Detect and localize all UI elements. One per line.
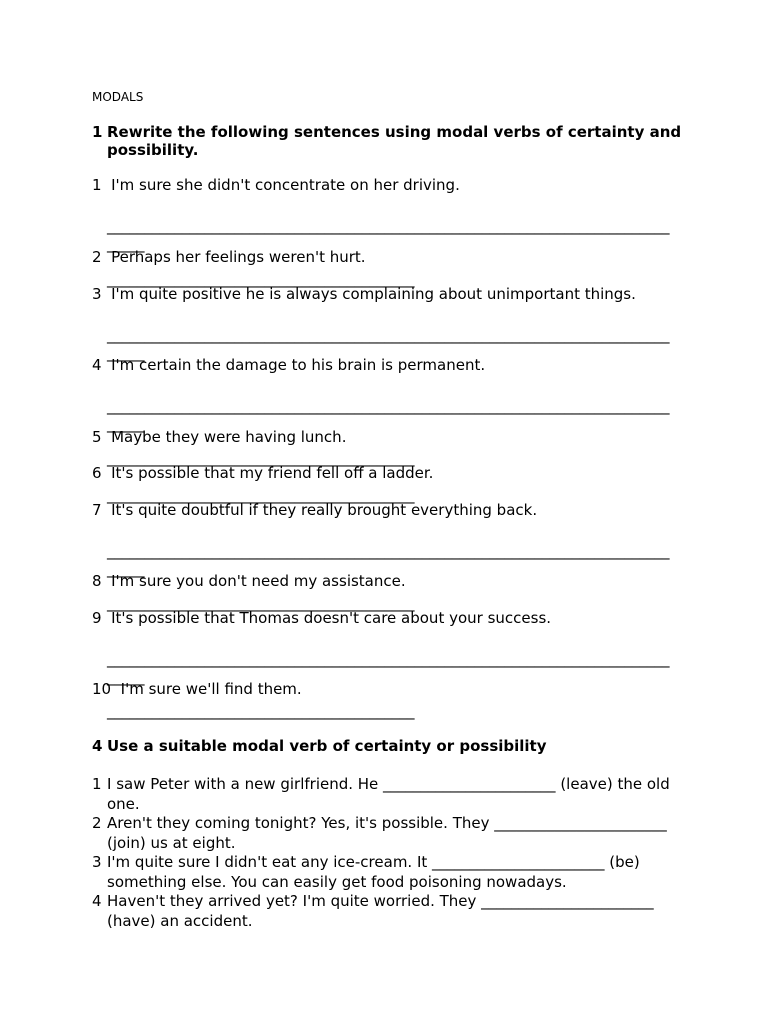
item-text: Aren't they coming tonight? Yes, it's possible. They _______________________ (join) us at eight. — [107, 814, 667, 852]
answer-line-9[interactable]: ___________________________________________________________________________ — [107, 650, 670, 668]
answer-line-2[interactable]: _________________________________________ — [107, 270, 415, 288]
answer-line-5[interactable]: _________________________________________ — [107, 449, 415, 467]
answer-line-6[interactable]: _________________________________________ — [107, 486, 415, 504]
section-1-heading — [92, 123, 682, 159]
fill-in-item-2 — [92, 814, 672, 853]
item-text: I saw Peter with a new girlfriend. He _______________________ (leave) the old one. — [107, 775, 670, 813]
answer-line-4[interactable]: ___________________________________________________________________________ — [107, 397, 670, 415]
item-number: 9 — [92, 609, 107, 627]
document-title: MODALS — [92, 90, 144, 104]
answer-line-10[interactable]: _________________________________________ — [107, 702, 415, 720]
item-text: It's possible that Thomas doesn't care about your success. — [111, 609, 552, 627]
item-text: I'm quite sure I didn't eat any ice-cream. It _______________________ (be) something else. You can easily get food poisoning nowadays. — [107, 853, 640, 891]
item-text: I'm sure you don't need my assistance. — [111, 572, 406, 590]
exercise-item-7 — [92, 501, 537, 520]
answer-line-8[interactable]: _________________________________________ — [107, 594, 415, 612]
item-number: 2 — [92, 248, 107, 266]
fill-in-item-4 — [92, 892, 672, 931]
section-number: 1 — [92, 123, 103, 141]
item-number: 6 — [92, 464, 107, 482]
item-text: I'm sure we'll find them. — [120, 680, 302, 698]
fill-in-item-1 — [92, 775, 672, 814]
exercise-item-2 — [92, 248, 366, 267]
answer-line-7[interactable]: ___________________________________________________________________________ — [107, 542, 670, 560]
item-number: 5 — [92, 428, 107, 446]
section-number: 4 — [92, 737, 103, 755]
section-4-heading — [92, 737, 682, 755]
exercise-item-9 — [92, 609, 551, 628]
item-number: 8 — [92, 572, 107, 590]
exercise-item-10 — [92, 680, 302, 699]
item-number: 1 — [92, 775, 102, 793]
item-text: It's quite doubtful if they really brought everything back. — [111, 501, 538, 519]
item-text: Perhaps her feelings weren't hurt. — [111, 248, 366, 266]
item-number: 7 — [92, 501, 107, 519]
section-heading-text: Use a suitable modal verb of certainty or possibility — [107, 737, 547, 755]
item-text: I'm quite positive he is always complaining about unimportant things. — [111, 285, 636, 303]
answer-line-4-tail: _____ — [107, 415, 145, 433]
answer-line-3[interactable]: ___________________________________________________________________________ — [107, 326, 670, 344]
item-text: Maybe they were having lunch. — [111, 428, 347, 446]
item-number: 3 — [92, 853, 102, 871]
exercise-item-3 — [92, 285, 636, 304]
item-text: It's possible that my friend fell off a ladder. — [111, 464, 434, 482]
item-text: Haven't they arrived yet? I'm quite worried. They _______________________ (have) an accident. — [107, 892, 654, 930]
exercise-item-1 — [92, 176, 460, 195]
answer-line-3-tail: _____ — [107, 344, 145, 362]
answer-line-9-tail: _____ — [107, 668, 145, 686]
answer-line-1[interactable]: ___________________________________________________________________________ — [107, 217, 670, 235]
item-number: 3 — [92, 285, 107, 303]
answer-line-1-tail: _____ — [107, 235, 145, 253]
fill-in-item-3 — [92, 853, 672, 892]
item-text: I'm sure she didn't concentrate on her driving. — [111, 176, 460, 194]
exercise-item-8 — [92, 572, 406, 591]
exercise-item-4 — [92, 356, 485, 375]
item-number: 2 — [92, 814, 102, 832]
item-number: 4 — [92, 356, 107, 374]
answer-line-7-tail: _____ — [107, 560, 145, 578]
item-text: I'm certain the damage to his brain is permanent. — [111, 356, 486, 374]
exercise-item-6 — [92, 464, 433, 483]
exercise-item-5 — [92, 428, 346, 447]
section-heading-text: Rewrite the following sentences using modal verbs of certainty and possibility. — [107, 123, 682, 159]
item-number: 1 — [92, 176, 107, 194]
item-number: 10 — [92, 680, 116, 698]
item-number: 4 — [92, 892, 102, 910]
